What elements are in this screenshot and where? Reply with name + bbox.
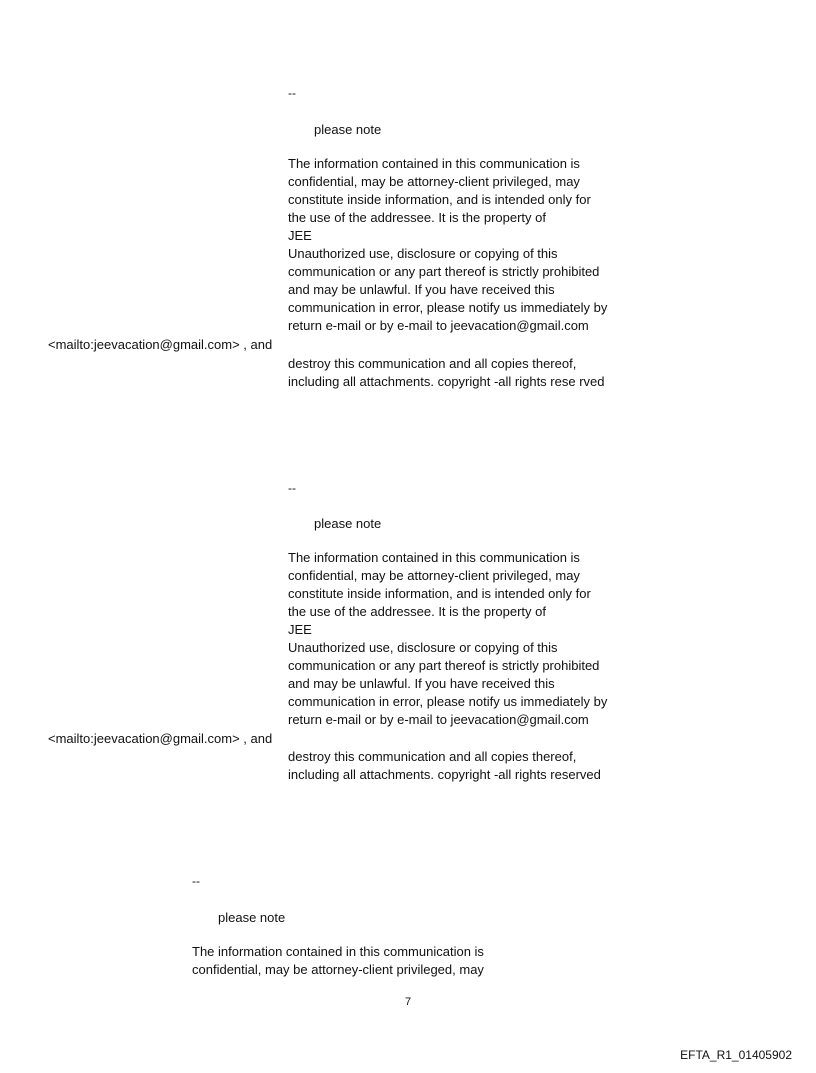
notice-heading: please note xyxy=(218,910,286,925)
notice-closing-line: including all attachments. copyright -all rights reserved xyxy=(288,767,601,782)
notice-separator: -- xyxy=(288,481,296,495)
notice-body-line: constitute inside information, and is intended only for xyxy=(288,586,591,601)
notice-closing-line: destroy this communication and all copies thereof, xyxy=(288,749,577,764)
notice-closing-line: including all attachments. copyright -all rights rese rved xyxy=(288,374,605,389)
page-number: 7 xyxy=(404,996,412,1008)
notice-body-line: the use of the addressee. It is the property of xyxy=(288,604,546,619)
notice-separator: -- xyxy=(288,86,296,100)
notice-body-line: return e-mail or by e-mail to jeevacation@gmail.com xyxy=(288,318,589,333)
notice-body-line: The information contained in this communication is xyxy=(192,944,484,959)
notice-body-line: The information contained in this communication is xyxy=(288,550,580,565)
notice-body-line: The information contained in this communication is xyxy=(288,156,580,171)
notice-body xyxy=(192,943,484,979)
notice-body-line: communication or any part thereof is strictly prohibited xyxy=(288,658,600,673)
notice-closing-line: destroy this communication and all copies thereof, xyxy=(288,356,577,371)
notice-body-line: Unauthorized use, disclosure or copying of this xyxy=(288,640,558,655)
notice-body xyxy=(288,155,607,335)
notice-closing xyxy=(288,748,601,784)
notice-heading: please note xyxy=(314,122,382,137)
notice-body-line: return e-mail or by e-mail to jeevacation@gmail.com xyxy=(288,712,589,727)
mailto-link[interactable]: <mailto:jeevacation@gmail.com> , and xyxy=(48,731,273,746)
notice-heading: please note xyxy=(314,516,382,531)
notice-body-line: and may be unlawful. If you have received this xyxy=(288,676,555,691)
notice-body xyxy=(288,549,607,729)
notice-body-line: and may be unlawful. If you have received this xyxy=(288,282,555,297)
notice-body-line: confidential, may be attorney-client privileged, may xyxy=(288,568,580,583)
notice-body-line: JEE xyxy=(288,622,312,637)
notice-body-line: communication in error, please notify us immediately by xyxy=(288,694,608,709)
notice-closing xyxy=(288,355,604,391)
notice-separator: -- xyxy=(192,874,200,888)
notice-body-line: Unauthorized use, disclosure or copying of this xyxy=(288,246,558,261)
notice-body-line: communication or any part thereof is strictly prohibited xyxy=(288,264,600,279)
notice-body-line: constitute inside information, and is intended only for xyxy=(288,192,591,207)
notice-body-line: the use of the addressee. It is the property of xyxy=(288,210,546,225)
mailto-link[interactable]: <mailto:jeevacation@gmail.com> , and xyxy=(48,337,273,352)
bates-number: EFTA_R1_01405902 xyxy=(680,1048,792,1062)
notice-body-line: JEE xyxy=(288,228,312,243)
notice-body-line: communication in error, please notify us immediately by xyxy=(288,300,608,315)
notice-body-line: confidential, may be attorney-client privileged, may xyxy=(192,962,484,977)
notice-body-line: confidential, may be attorney-client privileged, may xyxy=(288,174,580,189)
